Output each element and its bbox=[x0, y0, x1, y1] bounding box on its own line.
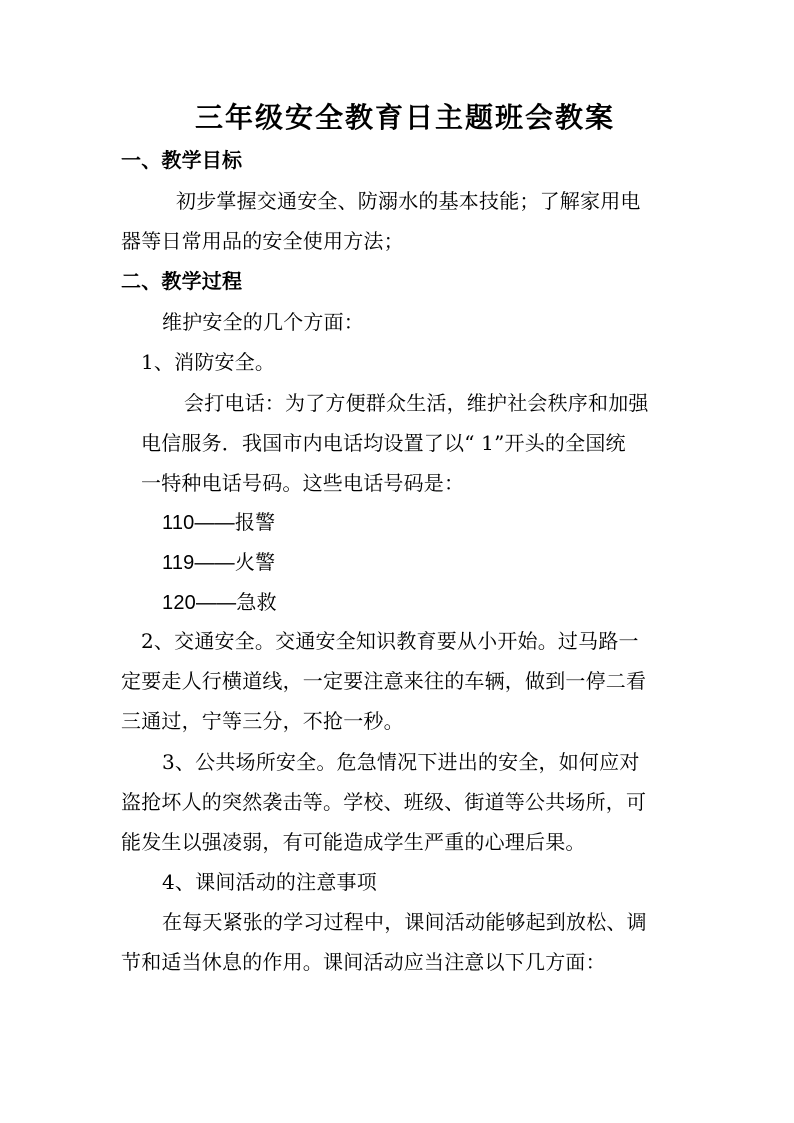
traffic-safety-paragraph-line: 2、交通安全。交通安全知识教育要从小开始。过马路一 bbox=[141, 629, 639, 653]
section-heading-objectives: 一、教学目标 bbox=[121, 148, 243, 172]
public-safety-paragraph-line: 能发生以强凌弱，有可能造成学生严重的心理后果。 bbox=[121, 830, 586, 854]
emergency-number-police: 110——报警 bbox=[162, 512, 276, 534]
fire-safety-paragraph-line: 一特种电话号码。这些电话号码是： bbox=[141, 471, 465, 495]
objectives-paragraph-line: 器等日常用品的安全使用方法； bbox=[121, 229, 404, 253]
item-fire-safety-title: 1、消防安全。 bbox=[141, 350, 276, 374]
item-break-activities-title: 4、课间活动的注意事项 bbox=[162, 870, 377, 894]
objectives-paragraph-line: 初步掌握交通安全、防溺水的基本技能；了解家用电 bbox=[176, 189, 641, 213]
emergency-number-ambulance: 120——急救 bbox=[162, 592, 277, 614]
traffic-safety-paragraph-line: 定要走人行横道线，一定要注意来往的车辆，做到一停二看 bbox=[121, 669, 647, 693]
process-intro: 维护安全的几个方面： bbox=[162, 310, 364, 334]
break-activities-paragraph-line: 节和适当休息的作用。课间活动应当注意以下几方面： bbox=[121, 950, 606, 974]
section-heading-process: 二、教学过程 bbox=[121, 269, 243, 293]
traffic-safety-paragraph-line: 三通过，宁等三分，不抢一秒。 bbox=[121, 709, 404, 733]
emergency-number-fire: 119——火警 bbox=[162, 552, 276, 574]
fire-safety-paragraph-line: 会打电话：为了方便群众生活，维护社会秩序和加强 bbox=[184, 391, 649, 415]
break-activities-paragraph-line: 在每天紧张的学习过程中，课间活动能够起到放松、调 bbox=[162, 910, 647, 934]
fire-safety-paragraph-line: 电信服务．我国市内电话均设置了以“ 1”开头的全国统 bbox=[141, 431, 626, 455]
public-safety-paragraph-line: 3、公共场所安全。危急情况下进出的安全，如何应对 bbox=[162, 750, 640, 774]
public-safety-paragraph-line: 盗抢坏人的突然袭击等。学校、班级、街道等公共场所，可 bbox=[121, 790, 647, 814]
page-title: 三年级安全教育日主题班会教案 bbox=[195, 101, 616, 134]
